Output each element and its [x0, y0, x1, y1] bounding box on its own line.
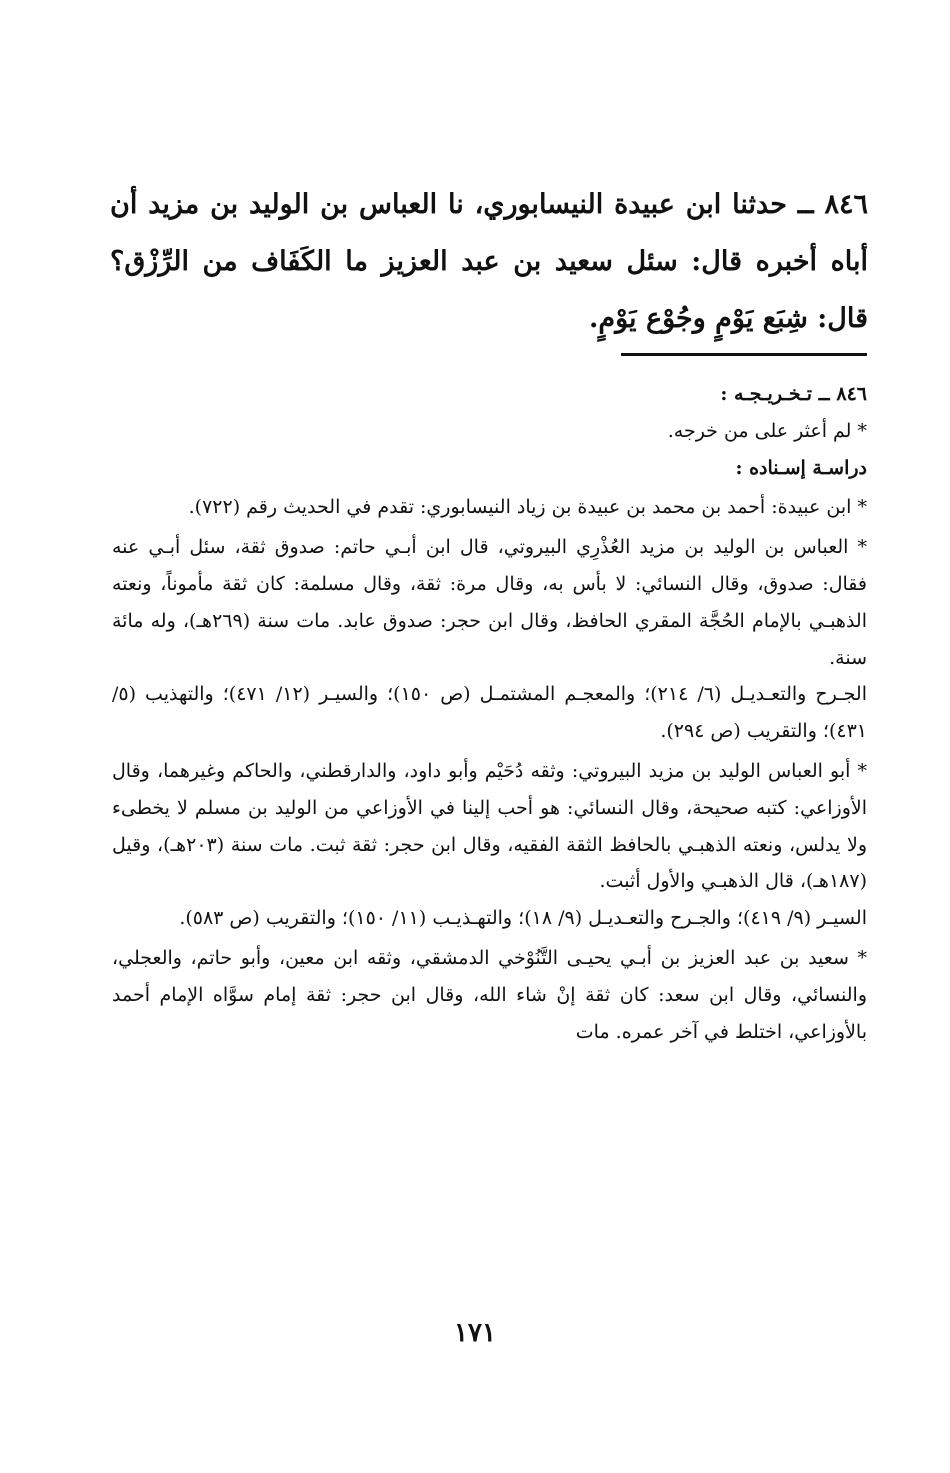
page-number: ١٧١ — [454, 1318, 496, 1348]
dirasa-heading: دراسـة إسـناده : — [735, 456, 867, 479]
narrator-paragraph: * سعيد بن عبد العزيز بن أبـي يحيـى التَّنُوْخي الدمشقي، وثقه ابن معين، وأبو حاتم، والعجلي، والنسائي، وقال ابن سعد: كان ثقة إنْ شاء الله، وقال ابن حجر: ثقة إمام سوَّاه الإمام أحمد بالأوزاعي، اختلط في آخر عمره. مات — [112, 946, 867, 1043]
narrator-paragraph: * العباس بن الوليد بن مزيد العُذْرِي البيروتي، قال ابن أبـي حاتم: صدوق ثقة، سئل أبـي عنه فقال: صدوق، وقال النسائي: لا بأس به، وقال مرة: ثقة، وقال مسلمة: كان ثقة مأموناً، ونعته الذهبـي بالإمام الحُجَّة المقري الحافظ، وقال ابن حجر: صدوق عابد. مات سنة (٢٦٩هـ)، وله مائة سنة. — [112, 536, 867, 669]
footnotes — [112, 376, 867, 1050]
hadith-number: ٨٤٦ ــ — [797, 189, 868, 220]
references-paragraph: الجـرح والتعـديـل (٦/ ٢١٤)؛ والمعجـم المشتمـل (ص ١٥٠)؛ والسيـر (١٢/ ٤٧١)؛ والتهذيب (٥/ ٤٣١)؛ والتقريب (ص ٢٩٤). — [112, 683, 867, 743]
references-paragraph: السيـر (٩/ ٤١٩)؛ والجـرح والتعـديـل (٩/ ١٨)؛ والتهـذيـب (١١/ ١٥٠)؛ والتقريب (ص ٥٨٣). — [179, 907, 867, 930]
narrator-paragraph: * ابن عبيدة: أحمد بن محمد بن عبيدة بن زياد النيسابوري: تقدم في الحديث رقم (٧٢٢). — [188, 496, 867, 519]
footnote-divider — [621, 353, 867, 356]
takhrij-text: * لم أعثر على من خرجه. — [667, 419, 867, 442]
hadith-text-block — [110, 176, 868, 347]
takhrij-heading: ٨٤٦ ــ تـخـريـجـه : — [720, 383, 867, 405]
narrator-paragraph: * أبو العباس الوليد بن مزيد البيروتي: وثقه دُحَيْم وأبو داود، والدارقطني، والحاكم وغيرهما، وقال الأوزاعي: كتبه صحيحة، وقال النسائي: هو أحب إلينا في الأوزاعي من الوليد بن مسلم لا يخطىء ولا يدلس، ونعته الذهبـي بالحافظ الثقة الفقيه، وقال ابن حجر: ثقة ثبت. مات سنة (٢٠٣هـ)، وقيل (١٨٧هـ)، قال الذهبـي والأول أثبت. — [112, 759, 867, 893]
hadith-text: حدثنا ابن عبيدة النيسابوري، نا العباس بن الوليد بن مزيد أن أباه أخبره قال: سئل سعيد بن عبد العزيز ما الكَفَاف من الرِّزْق؟ قال: شِبَع يَوْمٍ وجُوْع يَوْمٍ. — [110, 189, 868, 334]
